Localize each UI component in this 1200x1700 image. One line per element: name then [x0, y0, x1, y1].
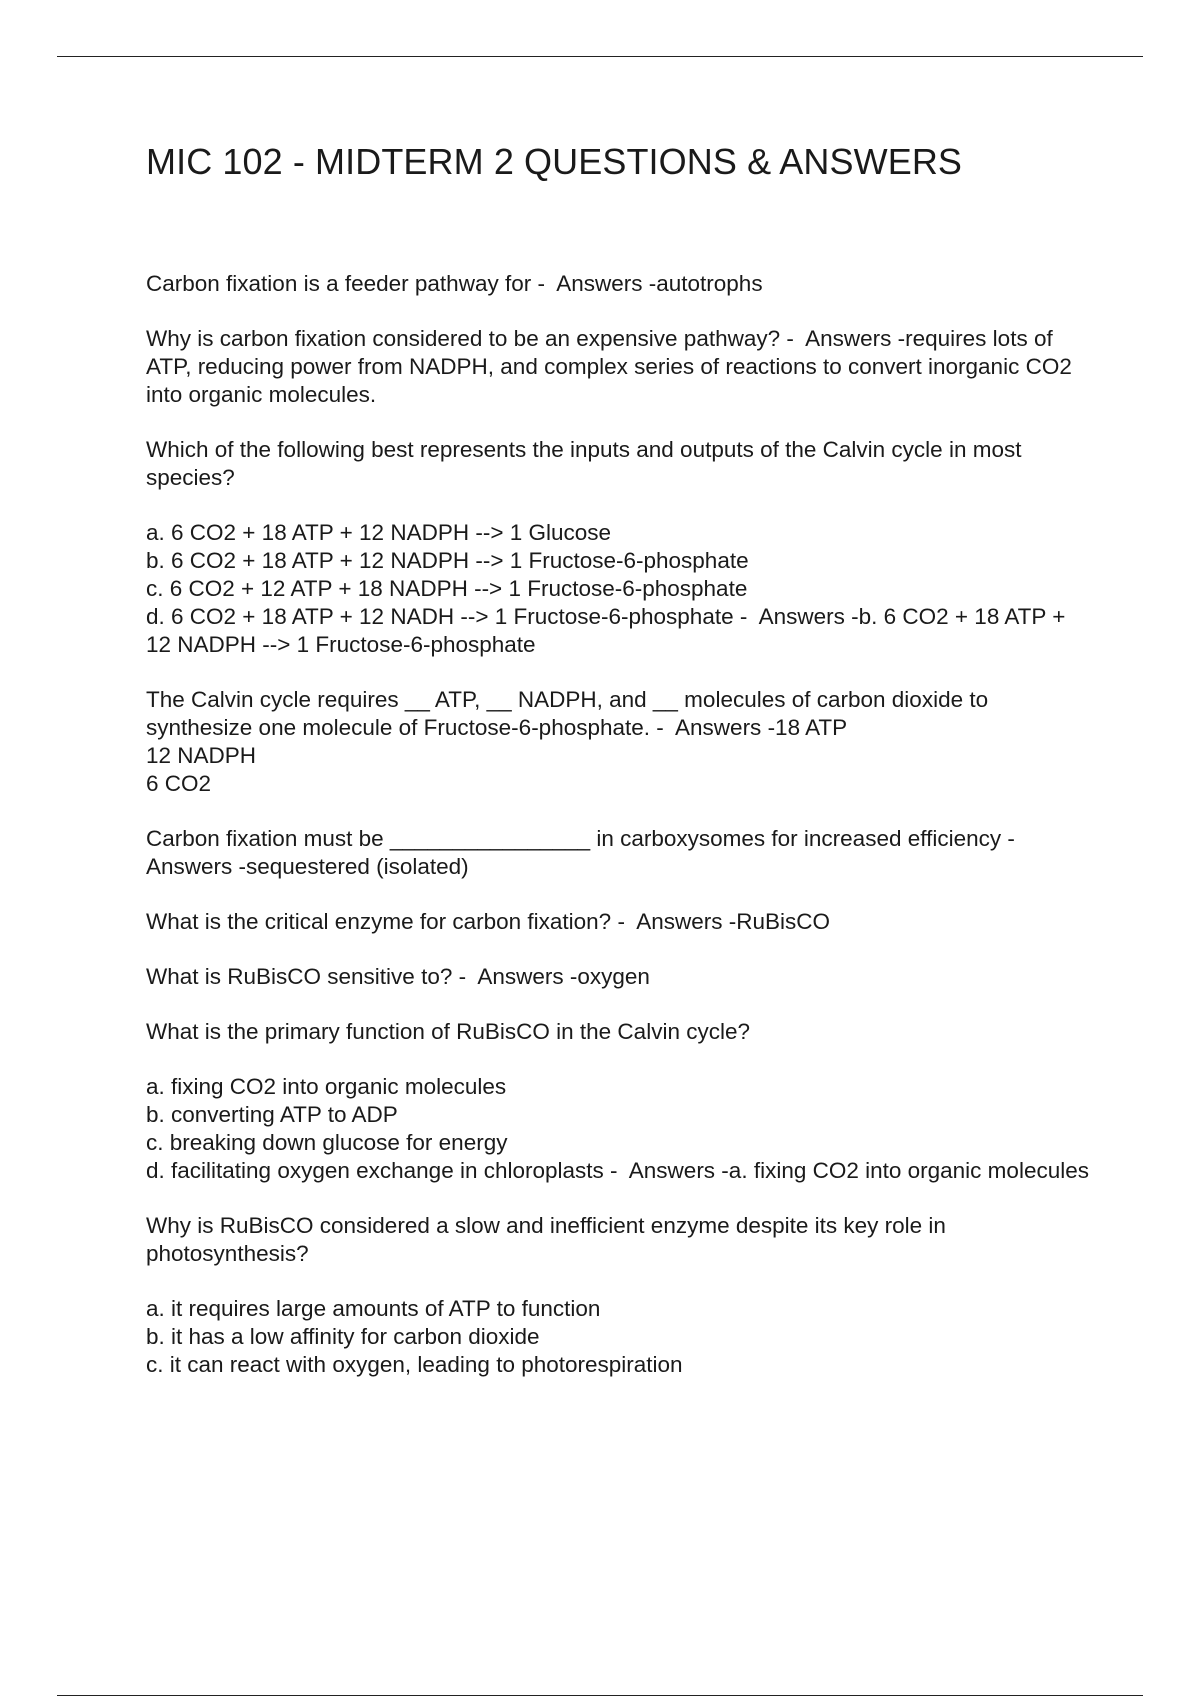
question-calvin-inputs-outputs: Which of the following best represents the inputs and outputs of the Calvin cycle in most species? — [146, 437, 1028, 490]
document-page — [146, 140, 1096, 1406]
qa-block-carbon-fixation-feeder: Carbon fixation is a feeder pathway for - Answers -autotrophs — [146, 271, 763, 296]
question-rubisco-inefficient: Why is RuBisCO considered a slow and inefficient enzyme despite its key role in photosynthesis? — [146, 1213, 953, 1266]
qa-block-expensive-pathway: Why is carbon fixation considered to be an expensive pathway? - Answers -requires lots of ATP, reducing power from NADPH, and complex series of reactions to convert inorganic CO2 into organic molecules. — [146, 326, 1079, 407]
question-rubisco-function: What is the primary function of RuBisCO in the Calvin cycle? — [146, 1019, 750, 1044]
qa-block-rubisco-sensitivity: What is RuBisCO sensitive to? - Answers -oxygen — [146, 964, 650, 989]
qa-block-critical-enzyme: What is the critical enzyme for carbon fixation? - Answers -RuBisCO — [146, 909, 830, 934]
options-rubisco-inefficient: a. it requires large amounts of ATP to function b. it has a low affinity for carbon dioxide c. it can react with oxygen, leading to photorespiration — [146, 1296, 683, 1377]
qa-block-calvin-requirements: The Calvin cycle requires __ ATP, __ NADPH, and __ molecules of carbon dioxide to synthesize one molecule of Fructose-6-phosphate. - Answers -18 ATP 12 NADPH 6 CO2 — [146, 687, 989, 796]
footer-rule — [57, 1695, 1143, 1696]
options-rubisco-function: a. fixing CO2 into organic molecules b. converting ATP to ADP c. breaking down glucose for energy d. facilitating oxygen exchange in chloroplasts - Answers -a. fixing CO2 into organic molecules — [146, 1074, 1089, 1183]
page-title: MIC 102 - MIDTERM 2 QUESTIONS & ANSWERS — [146, 141, 963, 182]
qa-block-carboxysomes: Carbon fixation must be ________________ in carboxysomes for increased efficiency - Answers -sequestered (isolated) — [146, 826, 1027, 879]
header-rule — [57, 56, 1143, 57]
options-calvin-inputs-outputs: a. 6 CO2 + 18 ATP + 12 NADPH --> 1 Glucose b. 6 CO2 + 18 ATP + 12 NADPH --> 1 Fructose-6-phosphate c. 6 CO2 + 12 ATP + 18 NADPH --> 1 Fructose-6-phosphate d. 6 CO2 + 18 ATP + 12 NADH --> 1 Fructose-6-phosphate - Answers -b. 6 CO2 + 18 ATP + 12 NADPH --> 1 Fructose-6-phosphate — [146, 520, 1066, 657]
